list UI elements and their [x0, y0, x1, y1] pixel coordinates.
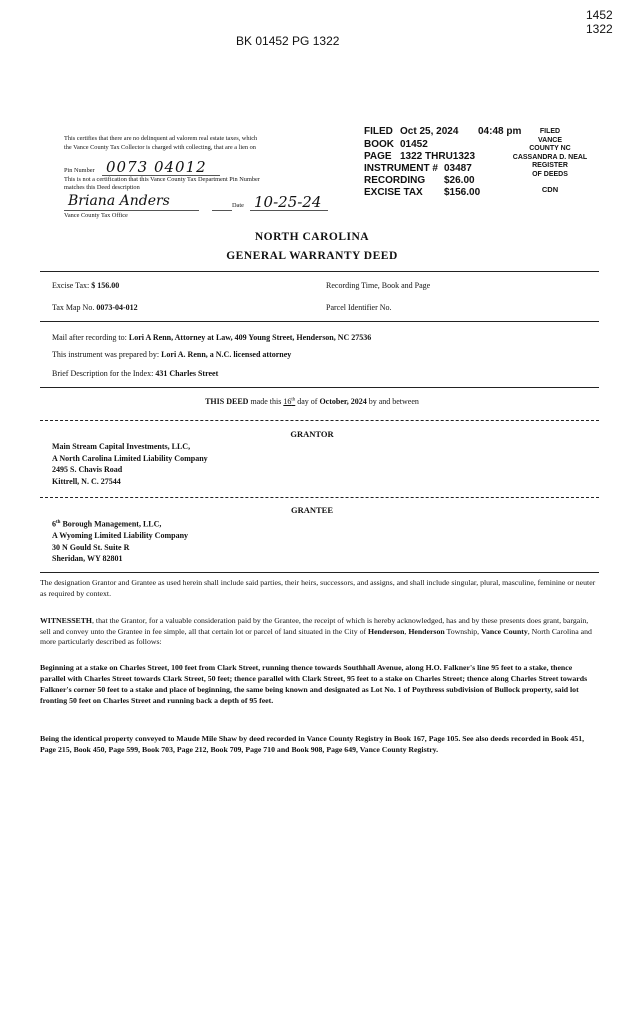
- recording-value: $26.00: [444, 175, 475, 186]
- parcel-identifier-label: Parcel Identifier No.: [326, 303, 392, 312]
- this-deed-lead: THIS DEED: [205, 397, 249, 406]
- this-deed-day: [283, 397, 295, 406]
- page-label: PAGE: [364, 151, 392, 162]
- witnesseth-lead: WITNESSETH: [40, 616, 93, 625]
- info-rule: [40, 321, 599, 322]
- witnesseth-text-b: ,: [404, 626, 409, 636]
- tax-cert-line-1: This certifies that there are no delinquent ad valorem real estate taxes, which: [64, 135, 258, 142]
- pin-number-label: Pin Number: [64, 167, 95, 174]
- excise-tax-label: EXCISE TAX: [364, 187, 423, 198]
- prepared-value: Lori A. Renn, a N.C. licensed attorney: [161, 350, 292, 359]
- mail-after-recording: [52, 333, 371, 342]
- excise-tax-row: [52, 281, 119, 290]
- witnesseth-text-c: Township,: [444, 626, 482, 636]
- grantor-city: Kittrell, N. C. 27544: [52, 476, 121, 486]
- tax-office-label: Vance County Tax Office: [64, 212, 128, 219]
- witnesseth-text-a: , that the Grantor, for a valuable consideration paid by the Grantee, the receipt of which is hereby acknowledged, has and by these presents does grant, bargain, sell and convey unto the Grantee in fee simple, all that certain lot or parcel of land situated in the City of: [40, 616, 589, 636]
- grantee-block: [52, 517, 188, 565]
- excise-tax-value: $156.00: [444, 187, 481, 198]
- this-deed-line: [0, 397, 624, 406]
- this-deed-month: October, 2024: [319, 397, 367, 406]
- recording-label: RECORDING: [364, 175, 426, 186]
- this-deed-made: made this: [250, 397, 282, 406]
- witnesseth-paragraph: [40, 616, 599, 648]
- tax-map-value: 0073-04-012: [96, 303, 138, 312]
- date-value: 10-25-24: [254, 193, 322, 211]
- pin-number-value: 0073 04012: [106, 158, 207, 176]
- witnesseth-text-d: , North Carolina and more particularly described as follows:: [40, 626, 592, 646]
- mail-value: Lori A Renn, Attorney at Law, 409 Young Street, Henderson, NC 27536: [128, 333, 372, 342]
- tax-cert-line-2: the Vance County Tax Collector is charged with collecting, that are a lien on: [64, 144, 256, 151]
- title-rule: [40, 271, 599, 272]
- document-title: GENERAL WARRANTY DEED: [226, 250, 398, 262]
- this-deed-day-number: 16: [283, 397, 292, 406]
- witnesseth-city: Henderson: [368, 626, 405, 636]
- page-value: 1322 THRU1323: [400, 151, 476, 162]
- grantee-heading: GRANTEE: [290, 505, 334, 515]
- grantor-name: Main Stream Capital Investments, LLC,: [52, 442, 191, 451]
- this-deed-day-of: day of: [297, 397, 318, 406]
- prepared-label: This instrument was prepared by:: [52, 350, 160, 359]
- date-label: Date: [232, 202, 244, 209]
- grantee-name-rest: Borough Management, LLC,: [60, 519, 162, 529]
- filed-label: FILED: [364, 126, 393, 137]
- book-value: 01452: [400, 139, 428, 150]
- grantor-block: [52, 441, 208, 487]
- stamp-line-vance: VANCE: [538, 136, 562, 144]
- stamp-line-register-name: CASSANDRA D. NEAL: [512, 153, 588, 161]
- brief-rule: [40, 387, 599, 388]
- signature-line: [64, 210, 199, 211]
- grantee-rule-top: [40, 497, 599, 498]
- grantee-street: 30 N Gould St. Suite R: [52, 542, 130, 552]
- stamp-line-of-deeds: OF DEEDS: [532, 170, 568, 178]
- grantor-entity-type: A North Carolina Limited Liability Company: [52, 453, 208, 463]
- not-certification-line-1: This is not a certification that this Vance County Tax Department Pin Number: [64, 176, 260, 183]
- stamp-line-filed: FILED: [539, 128, 561, 135]
- register-stamp: [504, 128, 596, 194]
- excise-tax-row-label: Excise Tax:: [52, 281, 90, 290]
- this-deed-day-suffix: th: [291, 397, 296, 403]
- grantor-rule-top: [40, 420, 599, 421]
- stamp-line-county: COUNTY NC: [529, 145, 571, 153]
- stamp-line-register: REGISTER: [532, 162, 568, 170]
- prior-deeds-paragraph: Being the identical property conveyed to Maude Mile Shaw by deed recorded in Vance County Registry in Book 167, Page 105. See also deeds recorded in Book 451, Page 215, Book 450, Page 599, Book 703, Page 212, Book 709, Page 710 and Book 908, Page 649, Vance County Registry.: [40, 734, 585, 754]
- instrument-value: 03487: [444, 163, 472, 174]
- this-deed-end: by and between: [368, 397, 419, 406]
- grantor-heading: GRANTOR: [290, 429, 334, 439]
- grantee-rule-bottom: [40, 572, 599, 573]
- brief-value: 431 Charles Street: [155, 369, 219, 378]
- grantee-name: [52, 517, 188, 530]
- grantor-street: 2495 S. Chavis Road: [52, 465, 123, 475]
- not-certification-line-2: matches this Deed description: [64, 184, 140, 191]
- stamp-initials: CDN: [541, 184, 559, 194]
- document-title-state: NORTH CAROLINA: [254, 231, 370, 243]
- brief-label: Brief Description for the Index:: [52, 369, 154, 378]
- mail-label: Mail after recording to:: [52, 333, 127, 342]
- tax-office-signature: Briana Anders: [68, 193, 170, 209]
- recording-time-label: Recording Time, Book and Page: [326, 281, 431, 290]
- designation-paragraph: The designation Grantor and Grantee as used herein shall include said parties, their heirs, successors, and assigns, and shall include singular, plural, masculine, feminine or neuter as required by context.: [40, 578, 596, 598]
- prepared-by: [52, 350, 291, 359]
- book-page-header: BK 01452 PG 1322: [236, 34, 340, 48]
- corner-book-number: 1452: [586, 8, 613, 22]
- grantee-city: Sheridan, WY 82801: [52, 554, 123, 564]
- corner-page-number: 1322: [586, 22, 613, 36]
- date-pre-line: [212, 210, 232, 211]
- brief-description: [52, 369, 218, 378]
- grantee-entity-type: A Wyoming Limited Liability Company: [52, 531, 189, 541]
- tax-map-label: Tax Map No.: [52, 303, 95, 312]
- witnesseth-county: Vance County: [481, 626, 528, 636]
- filed-date: Oct 25, 2024: [400, 126, 459, 137]
- instrument-label: INSTRUMENT #: [364, 163, 438, 174]
- excise-tax-row-value: $ 156.00: [91, 281, 120, 290]
- date-line: [250, 210, 328, 211]
- grantee-name-suffix: th: [56, 520, 61, 525]
- book-label: BOOK: [364, 139, 394, 150]
- witnesseth-township: Henderson: [408, 626, 445, 636]
- tax-map-row: [52, 303, 138, 312]
- filed-time: 04:48 pm: [478, 126, 522, 137]
- legal-description-paragraph: Beginning at a stake on Charles Street, 100 feet from Clark Street, running thence towards Southhall Avenue, along H.O. Falkner's line 95 feet to a stake, thence parallel with Charles Street towards Clark Street, 50 feet; thence parallel with Clark Street, 95 feet to a stake on Charles Street; thence along Charles Street towards Falkner's corner 50 feet to a stake and place of beginning, the same being known and designated as Lot No. 1 of Poythress subdivision of Bullock property, said lot fronting 50 feet on Charles Street and running back a depth of 95 feet.: [40, 663, 588, 705]
- grantee-name-number: 6: [52, 519, 56, 529]
